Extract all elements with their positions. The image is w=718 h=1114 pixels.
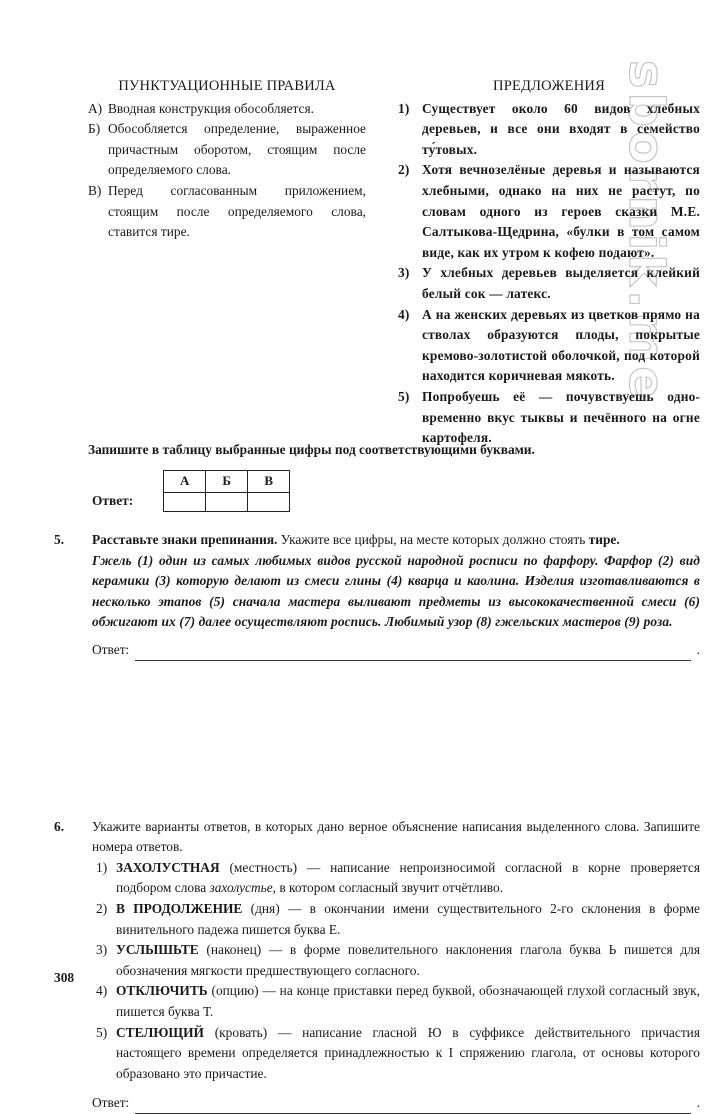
- task-6: [54, 817, 700, 1114]
- answer-label: Ответ:: [92, 1095, 130, 1111]
- task5-answer: Ответ: .: [92, 640, 700, 661]
- task5-text: Гжель (1) один из самых любимых видов русской народной росписи по фарфору. Фарфор (2) вид керамики (3) которую делают из смеси глины (4) кварца и каолина. Изделия изготавливаются в несколько этапов (5) сначала мастера выливают предметы из высококачественной смеси (6) обжигают их (7) далее осуществляют роспись. Любимый узор (8) гжельских мастеров (9) роза.: [92, 552, 700, 630]
- watermark: sbornik.me: [618, 60, 674, 403]
- table-header-a: А: [164, 471, 206, 493]
- task5-prompt: Расставьте знаки препинания. Укажите все цифры, на месте которых должно стоять тире.: [92, 532, 620, 547]
- option-item: 2) В ПРОДОЛЖЕНИЕ (дня) — в окончании имени существительного 2-го склонения в форме винительного падежа пишется буква Е.: [96, 900, 700, 937]
- answer-cell-a[interactable]: [164, 492, 206, 511]
- option-item: 1) ЗАХОЛУСТНАЯ (местность) — написание непроизносимой согласной в корне проверяется подбором слова захолустье, в котором согласный звучит отчётливо.: [96, 859, 700, 896]
- rule-item: А) Вводная конструкция обособляется.: [88, 100, 315, 116]
- answer-cell-v[interactable]: [248, 492, 290, 511]
- sentence-item: 5) Попробуешь её — почувствуешь одновременно вкус тыквы и печённого на огне картофеля.: [398, 388, 700, 446]
- sentences-column: [398, 76, 700, 449]
- table-header-b: Б: [206, 471, 248, 493]
- rules-heading: ПУНКТУАЦИОННЫЕ ПРАВИЛА: [118, 78, 336, 94]
- sentence-item: 2) Хотя вечнозелёные деревья и называются хлебными, однако на них не растут, по словам одного из героев сказки М.Е. Салтыкова-Щедрина, «булки в том самом виде, как их утром к кофею подают».: [398, 162, 700, 260]
- task6-prompt: Укажите варианты ответов, в которых дано верное объяснение написания выделенного слова. Запишите номера ответов.: [92, 818, 700, 855]
- option-item: 5) СТЕЛЮЩИЙ (кровать) — написание гласной Ю в суффиксе действительного причастия настоящего времени определяется принадлежностью к I спряжению глагола, от основы которого образовано это причастие.: [96, 1024, 700, 1081]
- table-header-v: В: [248, 471, 290, 493]
- task4-answer: [92, 470, 290, 512]
- answer-table: [163, 470, 290, 512]
- task4-instruction: Запишите в таблицу выбранные цифры под соответствующими буквами.: [88, 442, 535, 457]
- answer-cell-b[interactable]: [206, 492, 248, 511]
- sentences-heading: ПРЕДЛОЖЕНИЯ: [493, 78, 605, 94]
- answer-label: Ответ:: [92, 492, 134, 508]
- rules-column: [88, 76, 366, 243]
- task-number: 6.: [54, 818, 65, 834]
- rule-item: Б) Обособляется определение, выраженное причастным оборотом, стоящим после определяемого слова.: [88, 121, 366, 178]
- answer-label: Ответ:: [92, 641, 130, 657]
- task6-options: [96, 858, 700, 1085]
- page-number: 308: [54, 970, 75, 985]
- rule-item: В) Перед согласованным приложением, стоящим после определяемого слова, ставится тире.: [88, 182, 366, 240]
- sentence-item: 4) А на женских деревьях из цветков прямо на стволах образуются плоды, покрытые кремово-золотистой оболочкой, под которой находится коричневая мякоть.: [398, 306, 700, 384]
- task-5: [54, 530, 700, 661]
- sentence-item: 3) У хлебных деревьев выделяется клейкий белый сок — латекс.: [398, 265, 700, 301]
- option-item: 3) УСЛЫШЬТЕ (наконец) — в форме повелительного наклонения глагола буква Ь пишется для обозначения мягкости предшествующего согласного.: [96, 942, 701, 978]
- task6-answer: Ответ: .: [92, 1093, 700, 1114]
- task6-answer-field[interactable]: [135, 1099, 690, 1114]
- option-item: 4) ОТКЛЮЧИТЬ (опцию) — на конце приставки перед буквой, обозначающей глухой согласный звук, пишется буква Т.: [96, 983, 701, 1019]
- sentence-item: 1) Существует около 60 видов хлебных деревьев, и все они входят в семейство ту́товых.: [398, 100, 700, 157]
- task-number: 5.: [54, 532, 65, 547]
- task5-answer-field[interactable]: [135, 646, 690, 661]
